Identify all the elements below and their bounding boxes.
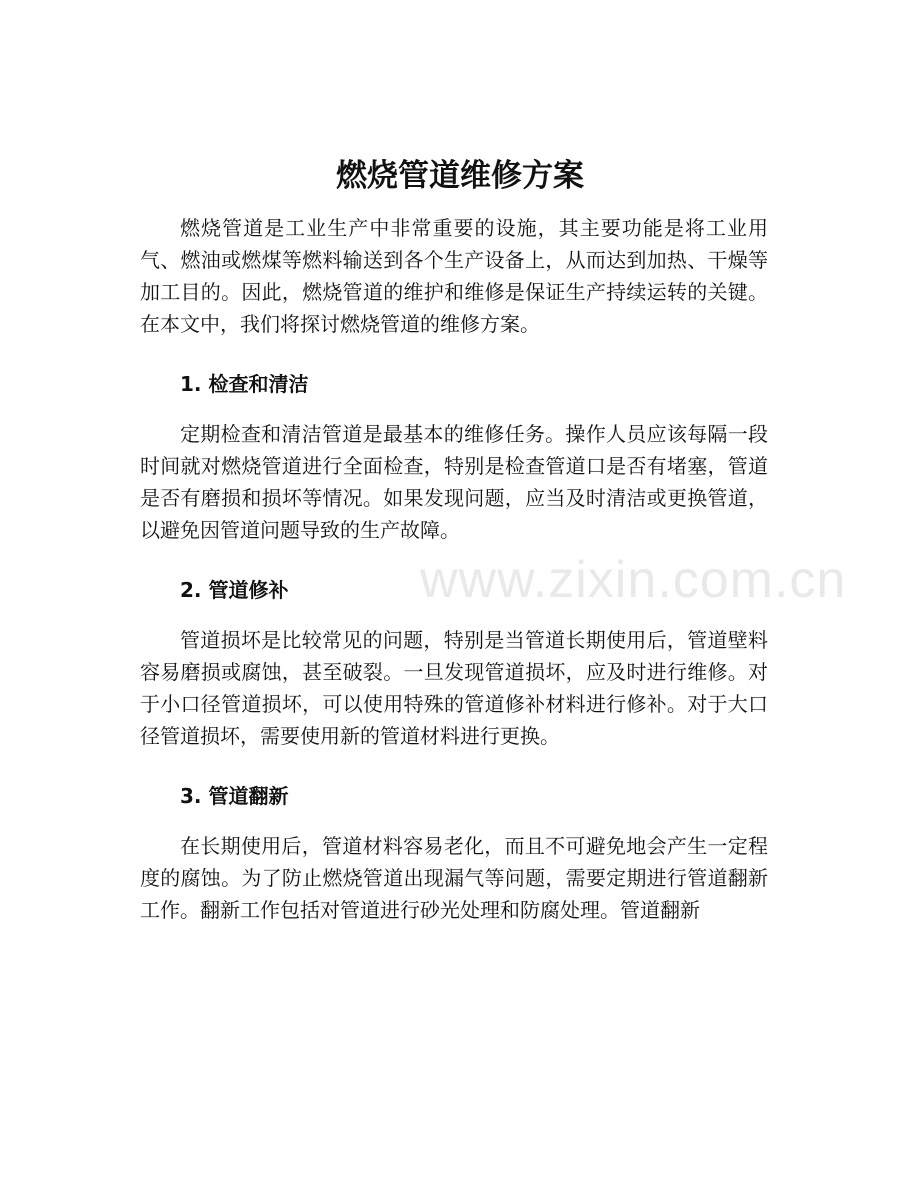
section-paragraph-2: 管道损坏是比较常见的问题，特别是当管道长期使用后，管道壁料容易磨损或腐蚀，甚至破裂。一旦发现管道损坏，应及时进行维修。对于小口径管道损坏，可以使用特殊的管道修补材料进行修补。对于大口径管道损坏，需要使用新的管道材料进行更换。 xyxy=(140,628,768,748)
document-body xyxy=(140,212,768,926)
section-heading-2: 2. 管道修补 xyxy=(180,578,289,602)
intro-paragraph: 燃烧管道是工业生产中非常重要的设施，其主要功能是将工业用气、燃油或燃煤等燃料输送到各个生产设备上，从而达到加热、干燥等加工目的。因此，燃烧管道的维护和维修是保证生产持续运转的关键。在本文中，我们将探讨燃烧管道的维修方案。 xyxy=(140,216,768,336)
section-paragraph-1: 定期检查和清洁管道是最基本的维修任务。操作人员应该每隔一段时间就对燃烧管道进行全面检查，特别是检查管道口是否有堵塞，管道是否有磨损和损坏等情况。如果发现问题，应当及时清洁或更换管道，以避免因管道问题导致的生产故障。 xyxy=(140,422,768,542)
section-heading-1: 1. 检查和清洁 xyxy=(180,372,309,396)
section-heading-3: 3. 管道翻新 xyxy=(180,784,289,808)
section-paragraph-3: 在长期使用后，管道材料容易老化，而且不可避免地会产生一定程度的腐蚀。为了防止燃烧管道出现漏气等问题，需要定期进行管道翻新工作。翻新工作包括对管道进行砂光处理和防腐处理。管道翻新 xyxy=(140,834,768,922)
document-title: 燃烧管道维修方案 xyxy=(336,158,584,194)
watermark: www.zixin.com.cn xyxy=(420,551,847,609)
